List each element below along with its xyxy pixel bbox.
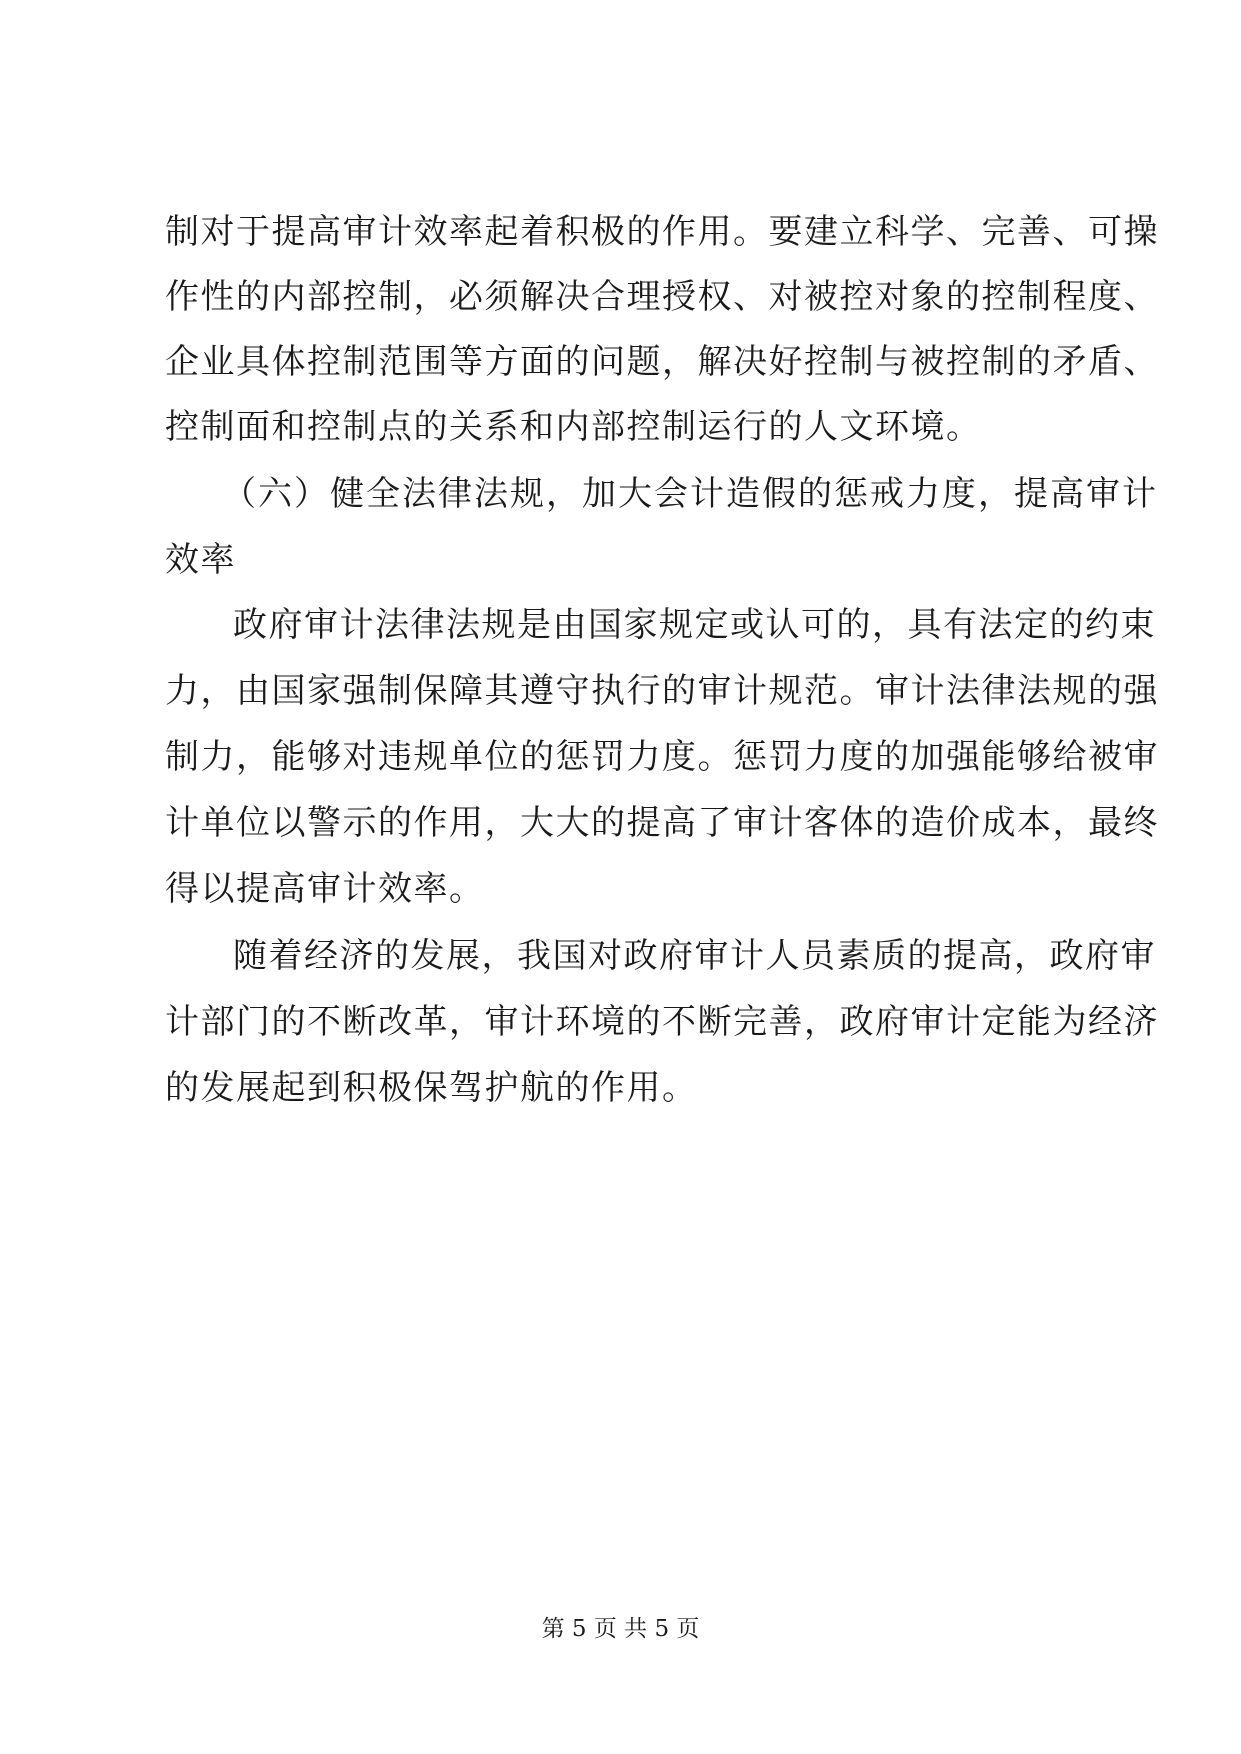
paragraph-2-line-2: 力，由国家强制保障其遵守执行的审计规范。审计法律法规的强 <box>165 671 1159 711</box>
paragraph-1-line-3: 企业具体控制范围等方面的问题，解决好控制与被控制的矛盾、 <box>165 342 1159 382</box>
paragraph-1-line-1: 制对于提高审计效率起着积极的作用。要建立科学、完善、可操 <box>165 212 1159 252</box>
paragraph-1-line-4: 控制面和控制点的关系和内部控制运行的人文环境。 <box>165 407 982 447</box>
paragraph-2-line-5: 得以提高审计效率。 <box>165 869 485 909</box>
paragraph-3-line-2: 计部门的不断改革，审计环境的不断完善，政府审计定能为经济 <box>165 1002 1159 1042</box>
paragraph-3-line-1: 随着经济的发展，我国对政府审计人员素质的提高，政府审 <box>233 936 1156 976</box>
page-number-footer: 第 5 页 共 5 页 <box>541 1616 700 1642</box>
paragraph-2-line-4: 计单位以警示的作用，大大的提高了审计客体的造价成本，最终 <box>165 803 1159 843</box>
paragraph-2-line-3: 制力，能够对违规单位的惩罚力度。惩罚力度的加强能够给被审 <box>165 737 1159 777</box>
paragraph-3-line-3: 的发展起到积极保驾护航的作用。 <box>165 1068 698 1108</box>
section-heading-line-1: （六）健全法律法规，加大会计造假的惩戒力度，提高审计 <box>222 474 1158 514</box>
section-heading-line-2: 效率 <box>165 540 236 580</box>
paragraph-1-line-2: 作性的内部控制，必须解决合理授权、对被控对象的控制程度、 <box>165 277 1159 317</box>
paragraph-2-line-1: 政府审计法律法规是由国家规定或认可的，具有法定的约束 <box>233 605 1156 645</box>
